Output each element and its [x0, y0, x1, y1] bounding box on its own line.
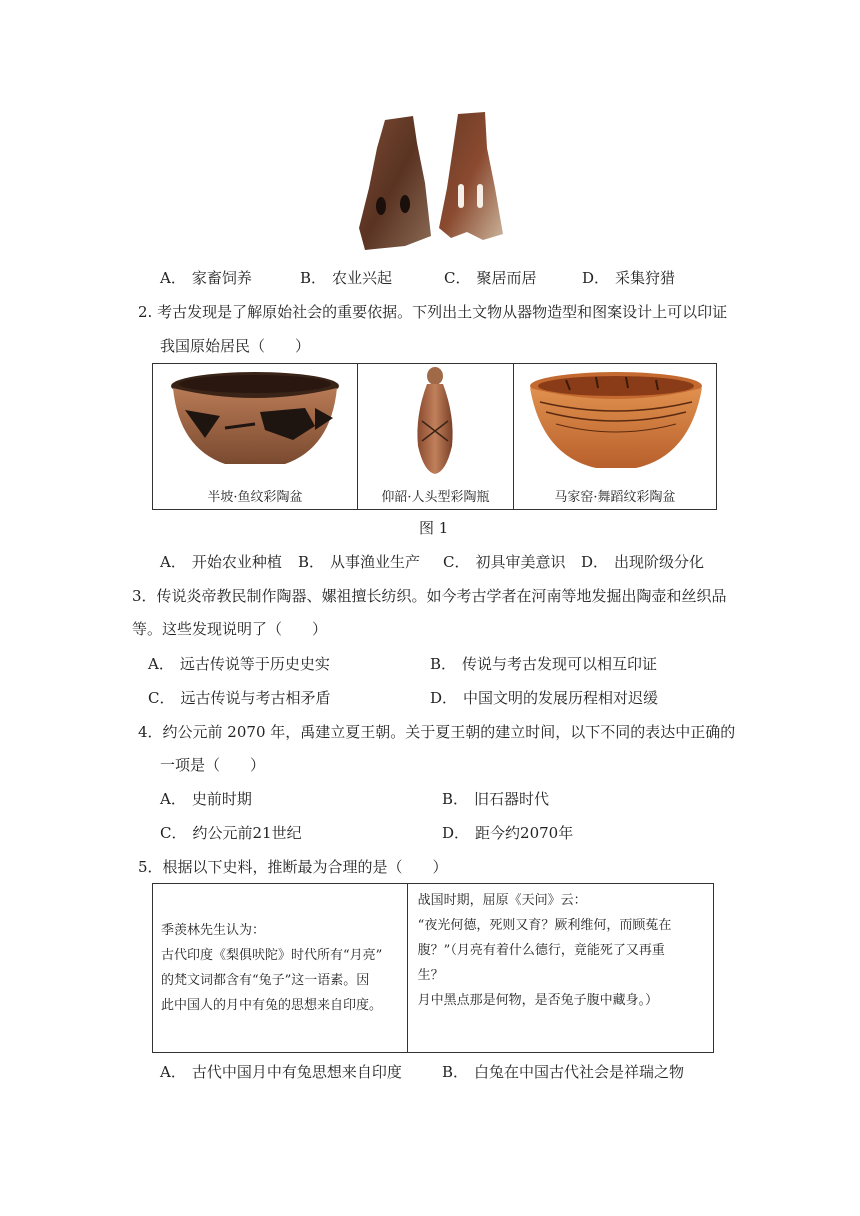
- q5-option-b: B． 白兔在中国古代社会是祥瑞之物: [442, 1063, 685, 1081]
- q3-option-c: C． 远古传说与考古相矛盾: [148, 689, 331, 707]
- q1-option-a: A． 家畜饲养: [160, 269, 252, 287]
- bone-tools-image: [355, 108, 505, 253]
- q2-option-d: D． 出现阶级分化: [581, 553, 705, 571]
- caption-banpo: 半坡·鱼纹彩陶盆: [207, 490, 303, 505]
- q2-figure-label: 图 1: [419, 519, 449, 537]
- q4-option-b: B． 旧石器时代: [442, 790, 550, 808]
- q4-option-d: D． 距今约2070年: [442, 824, 574, 842]
- right-source-line: 腹？”（月亮有着什么德行，竟能死了又再重: [417, 943, 665, 958]
- artifact-cell-majiayao: [514, 364, 717, 510]
- q5-right-source-cell: [407, 884, 713, 1053]
- q3-option-d: D． 中国文明的发展历程相对迟缓: [430, 689, 659, 707]
- artifact-cell-banpo: [153, 364, 358, 510]
- q2-stem-line2: 我国原始居民（ ）: [160, 337, 311, 355]
- right-source-line: 生？: [417, 968, 444, 983]
- q2-artifact-table: [152, 363, 717, 510]
- q4-stem-line2: 一项是（ ）: [160, 756, 266, 774]
- left-source-line: 此中国人的月中有兔的思想来自印度。: [161, 998, 383, 1013]
- q4-stem-line1: 4．约公元前 2070 年，禹建立夏王朝。关于夏王朝的建立时间，以下不同的表达中正确的: [138, 723, 736, 741]
- q2-option-c: C． 初具审美意识: [443, 553, 566, 571]
- q1-option-c: C． 聚居而居: [444, 269, 537, 287]
- q1-option-d: D． 采集狩猎: [582, 269, 676, 287]
- q5-option-a: A． 古代中国月中有兔思想来自印度: [160, 1063, 402, 1081]
- q2-option-b: B． 从事渔业生产: [298, 553, 421, 571]
- right-source-line: 战国时期，屈原《天问》云：: [417, 893, 587, 908]
- left-source-line: 古代印度《梨俱吠陀》时代所有“月亮”: [161, 948, 383, 963]
- q5-stem: 5．根据以下史料，推断最为合理的是（ ）: [138, 858, 448, 876]
- q4-option-a: A． 史前时期: [160, 790, 252, 808]
- q1-option-b: B． 农业兴起: [300, 269, 393, 287]
- bone-tools-drawing: [355, 108, 505, 253]
- right-source-line: “夜光何德，死则又育？厥利维何，而顾菟在: [417, 918, 672, 933]
- caption-majiayao: 马家窑·舞蹈纹彩陶盆: [554, 490, 676, 505]
- q5-source-table: [152, 883, 714, 1053]
- left-source-line: 的梵文词都含有“兔子”这一语素。因: [161, 973, 370, 988]
- q4-option-c: C． 约公元前21世纪: [160, 824, 302, 842]
- q5-left-source-cell: [153, 884, 408, 1053]
- fish-basin-drawing: [165, 368, 345, 473]
- artifact-cell-yangshao: [358, 364, 514, 510]
- caption-yangshao: 仰韶·人头型彩陶瓶: [381, 490, 490, 505]
- q3-option-a: A． 远古传说等于历史史实: [148, 655, 330, 673]
- q3-option-b: B． 传说与考古发现可以相互印证: [430, 655, 658, 673]
- dance-basin-drawing: [526, 368, 706, 473]
- q2-option-a: A． 开始农业种植: [160, 553, 282, 571]
- right-source-line: 月中黑点那是何物，是否兔子腹中藏身。）: [417, 993, 659, 1008]
- q3-stem-line2: 等。这些发现说明了（ ）: [132, 620, 328, 638]
- left-source-line: 季羡林先生认为：: [161, 923, 266, 938]
- q3-stem-line1: 3．传说炎帝教民制作陶器、嫘祖擅长纺织。如今考古学者在河南等地发掘出陶壶和丝织品: [132, 587, 727, 605]
- head-bottle-drawing: [410, 366, 460, 476]
- q2-stem-line1: 2. 考古发现是了解原始社会的重要依据。下列出土文物从器物造型和图案设计上可以印证: [138, 303, 728, 321]
